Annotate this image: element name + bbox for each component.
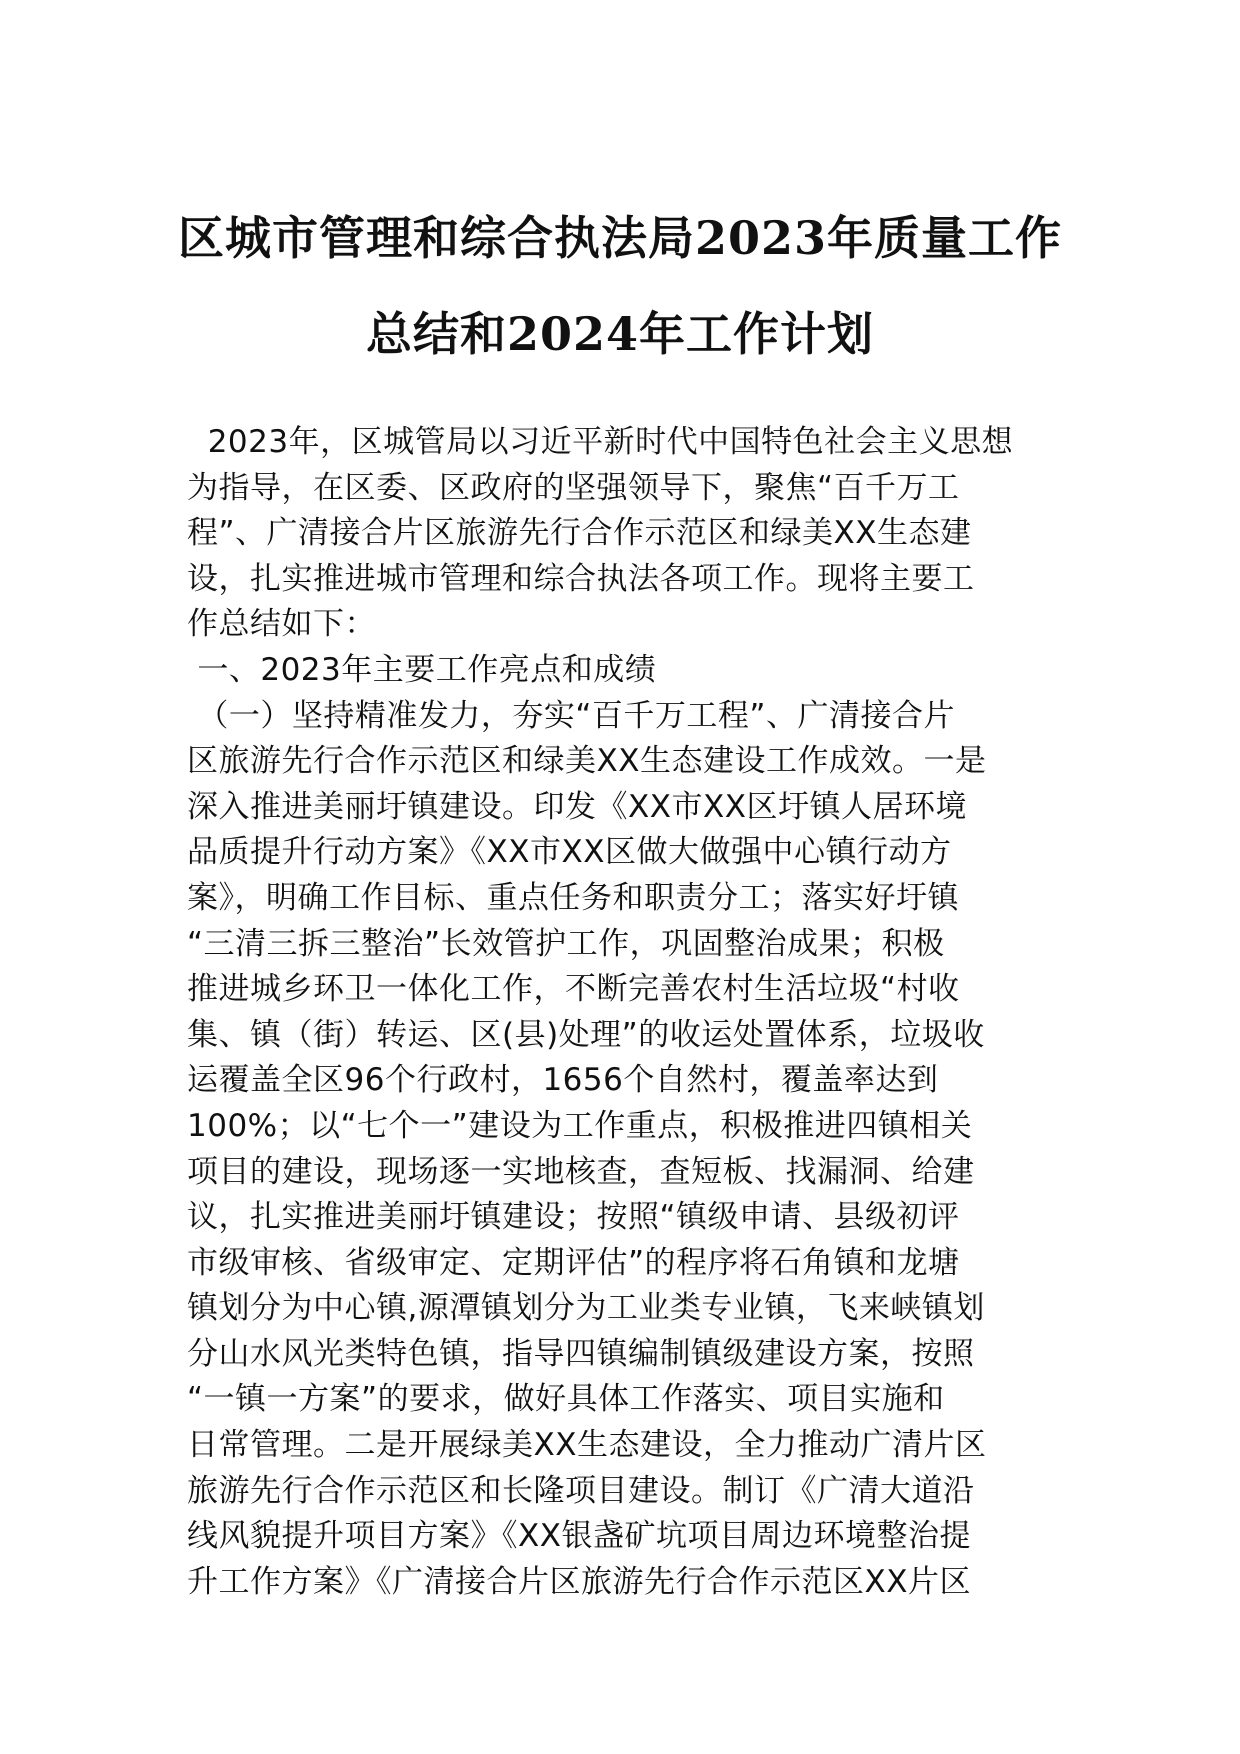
document-body	[187, 420, 1067, 1605]
body-line: 旅游先行合作示范区和长隆项目建设。制订《广清大道沿	[187, 1472, 975, 1509]
body-line: 升工作方案》《广清接合片区旅游先行合作示范区XX片区	[187, 1563, 971, 1600]
body-line: 线风貌提升项目方案》《XX银盏矿坑项目周边环境整治提	[187, 1518, 971, 1555]
title-line-2: 总结和2024年工作计划	[365, 307, 875, 361]
body-line: 程”、广清接合片区旅游先行合作示范区和绿美XX生态建	[187, 515, 972, 552]
title-line-1: 区城市管理和综合执法局2023年质量工作	[177, 211, 1063, 265]
body-line: 区旅游先行合作示范区和绿美XX生态建设工作成效。一是	[187, 743, 987, 780]
body-line: “一镇一方案”的要求，做好具体工作落实、项目实施和	[187, 1381, 945, 1418]
body-line: “三清三拆三整治”长效管护工作，巩固整治成果；积极	[187, 925, 945, 962]
body-line: 作总结如下：	[187, 606, 376, 643]
body-line: 分山水风光类特色镇，指导四镇编制镇级建设方案，按照	[187, 1335, 975, 1372]
body-line: 日常管理。二是开展绿美XX生态建设，全力推动广清片区	[187, 1427, 987, 1464]
document-title	[150, 190, 1090, 382]
body-line: 品质提升行动方案》《XX市XX区做大做强中心镇行动方	[187, 834, 952, 871]
body-line: 深入推进美丽圩镇建设。印发《XX市XX区圩镇人居环境	[187, 788, 967, 825]
section-heading: 一、2023年主要工作亮点和成绩	[187, 651, 657, 688]
body-line: 集、镇（街）转运、区(县)处理”的收运处置体系，垃圾收	[187, 1016, 985, 1053]
body-line: 推进城乡环卫一体化工作，不断完善农村生活垃圾“村收	[187, 971, 960, 1008]
body-line: 镇划分为中心镇,源潭镇划分为工业类专业镇，飞来峡镇划	[187, 1290, 985, 1327]
body-line: 100%；以“七个一”建设为工作重点，积极推进四镇相关	[187, 1107, 973, 1144]
body-line: 项目的建设，现场逐一实地核查，查短板、找漏洞、给建	[187, 1153, 975, 1190]
body-line: 议，扎实推进美丽圩镇建设；按照“镇级申请、县级初评	[187, 1199, 960, 1236]
body-line: 2023年，区城管局以习近平新时代中国特色社会主义思想	[187, 424, 1014, 460]
body-line: 案》，明确工作目标、重点任务和职责分工；落实好圩镇	[187, 879, 959, 916]
subsection-heading: （一）坚持精准发力，夯实“百千万工程”、广清接合片	[187, 697, 955, 734]
body-line: 设，扎实推进城市管理和综合执法各项工作。现将主要工	[187, 560, 975, 597]
body-line: 市级审核、省级审定、定期评估”的程序将石角镇和龙塘	[187, 1244, 960, 1281]
body-line: 为指导，在区委、区政府的坚强领导下，聚焦“百千万工	[187, 469, 960, 506]
body-line: 运覆盖全区96个行政村，1656个自然村，覆盖率达到	[187, 1062, 939, 1099]
